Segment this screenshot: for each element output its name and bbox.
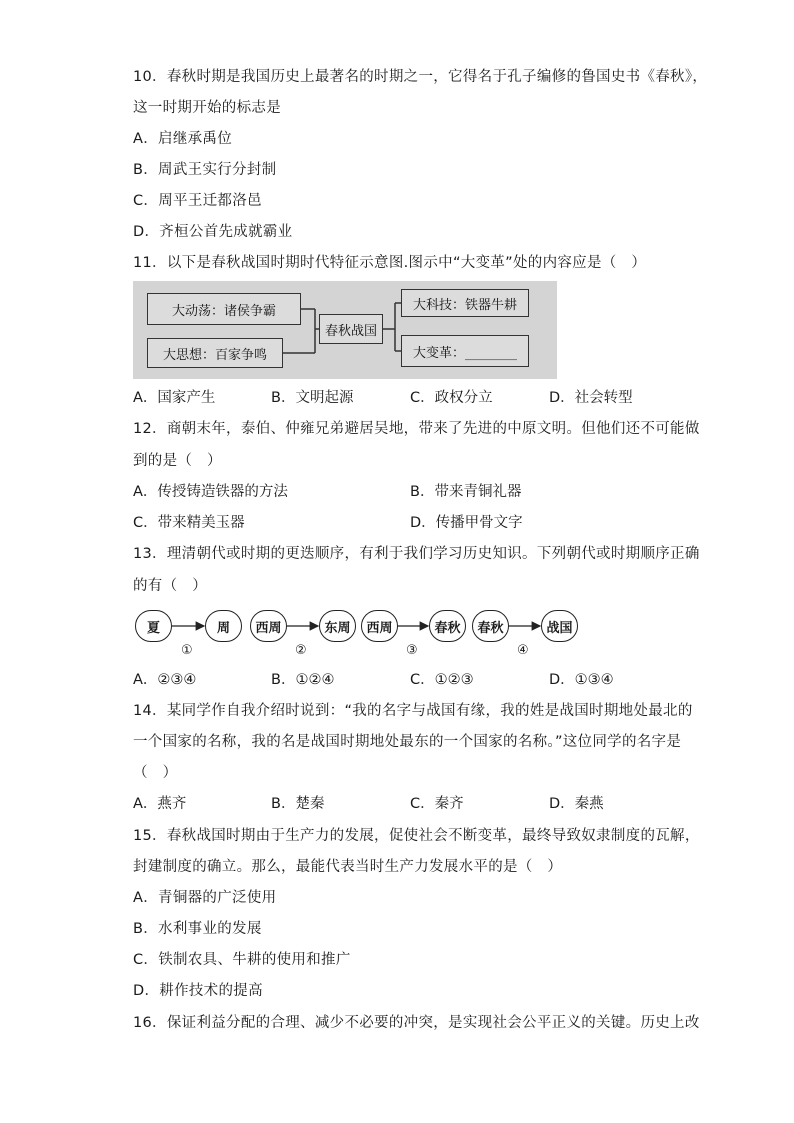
diagram-box-center: 春秋战国 (319, 314, 383, 344)
q12-option-a: A．传授铸造铁器的方法 (133, 484, 288, 500)
q11-diagram (133, 281, 557, 379)
q13-stem-line2: 的有（ ） (133, 578, 207, 594)
seq3-number: ③ (406, 643, 418, 658)
q13-option-c: C．①②③ (410, 672, 474, 688)
q12-option-b: B．带来青铜礼器 (410, 484, 522, 500)
seq4-number: ④ (517, 643, 529, 658)
q15-option-d: D．耕作技术的提高 (133, 983, 263, 999)
q11-option-b: B．文明起源 (271, 390, 354, 406)
seq4-from-node: 春秋 (472, 610, 509, 642)
seq3-from-node: 西周 (361, 610, 398, 642)
q10-option-b: B．周武王实行分封制 (133, 162, 277, 178)
q10-option-c: C．周平王迁都洛邑 (133, 193, 262, 209)
q15-option-b: B．水利事业的发展 (133, 921, 262, 937)
q12-stem-line1: 12．商朝末年，泰伯、仲雍兄弟避居吴地，带来了先进的中原文明。但他们还不可能做 (133, 421, 700, 437)
q13-option-a: A．②③④ (133, 672, 197, 688)
q14-stem-line3: （ ） (133, 765, 178, 781)
diagram-box-technology: 大科技：铁器牛耕 (401, 289, 529, 317)
seq4-to-node: 战国 (541, 610, 578, 642)
q14-option-c: C．秦齐 (410, 796, 464, 812)
q15-option-c: C．铁制农具、牛耕的使用和推广 (133, 952, 351, 968)
diagram-box-thought: 大思想：百家争鸣 (147, 338, 283, 368)
seq1-number: ① (181, 643, 193, 658)
q11-option-a: A．国家产生 (133, 390, 216, 406)
q13-option-b: B．①②④ (271, 672, 335, 688)
q10-stem-line2: 这一时期开始的标志是 (133, 100, 281, 116)
q15-stem-line2: 封建制度的确立。那么，最能代表当时生产力发展水平的是（ ） (133, 859, 563, 875)
q11-option-c: C．政权分立 (410, 390, 493, 406)
q14-option-d: D．秦燕 (549, 796, 604, 812)
q11-option-d: D．社会转型 (549, 390, 633, 406)
q12-option-c: C．带来精美玉器 (133, 515, 245, 531)
q12-option-d: D．传播甲骨文字 (410, 515, 523, 531)
diagram-box-upheaval: 大动荡：诸侯争霸 (147, 293, 301, 325)
q12-stem-line2: 到的是（ ） (133, 453, 222, 469)
q11-stem-line1: 11．以下是春秋战国时期时代特征示意图.图示中“大变革”处的内容应是（ ） (133, 255, 647, 271)
q14-option-a: A．燕齐 (133, 796, 187, 812)
q16-stem-line1: 16．保证利益分配的合理、减少不必要的冲突，是实现社会公平正义的关键。历史上改 (133, 1015, 700, 1031)
q14-option-b: B．楚秦 (271, 796, 325, 812)
seq2-to-node: 东周 (319, 610, 356, 642)
diagram-box-reform: 大变革：________ (401, 335, 529, 367)
seq1-to-node: 周 (205, 610, 242, 642)
seq2-from-node: 西周 (250, 610, 287, 642)
q14-stem-line1: 14．某同学作自我介绍时说到：“我的名字与战国有缘，我的姓是战国时期地处最北的 (133, 703, 693, 719)
q14-stem-line2: 一个国家的名称，我的名是战国时期地处最东的一个国家的名称。”这位同学的名字是 (133, 734, 682, 750)
q15-option-a: A．青铜器的广泛使用 (133, 890, 277, 906)
seq3-to-node: 春秋 (429, 610, 466, 642)
seq2-number: ② (295, 643, 307, 658)
q10-stem-line1: 10．春秋时期是我国历史上最著名的时期之一，它得名于孔子编修的鲁国史书《春秋》， (133, 69, 708, 85)
q15-stem-line1: 15．春秋战国时期由于生产力的发展，促使社会不断变革，最终导致奴隶制度的瓦解， (133, 828, 700, 844)
q13-stem-line1: 13．理清朝代或时期的更迭顺序，有利于我们学习历史知识。下列朝代或时期顺序正确 (133, 546, 700, 562)
q13-option-d: D．①③④ (549, 672, 614, 688)
q10-option-a: A．启继承禹位 (133, 131, 233, 147)
seq1-from-node: 夏 (135, 610, 172, 642)
q10-option-d: D．齐桓公首先成就霸业 (133, 224, 293, 240)
